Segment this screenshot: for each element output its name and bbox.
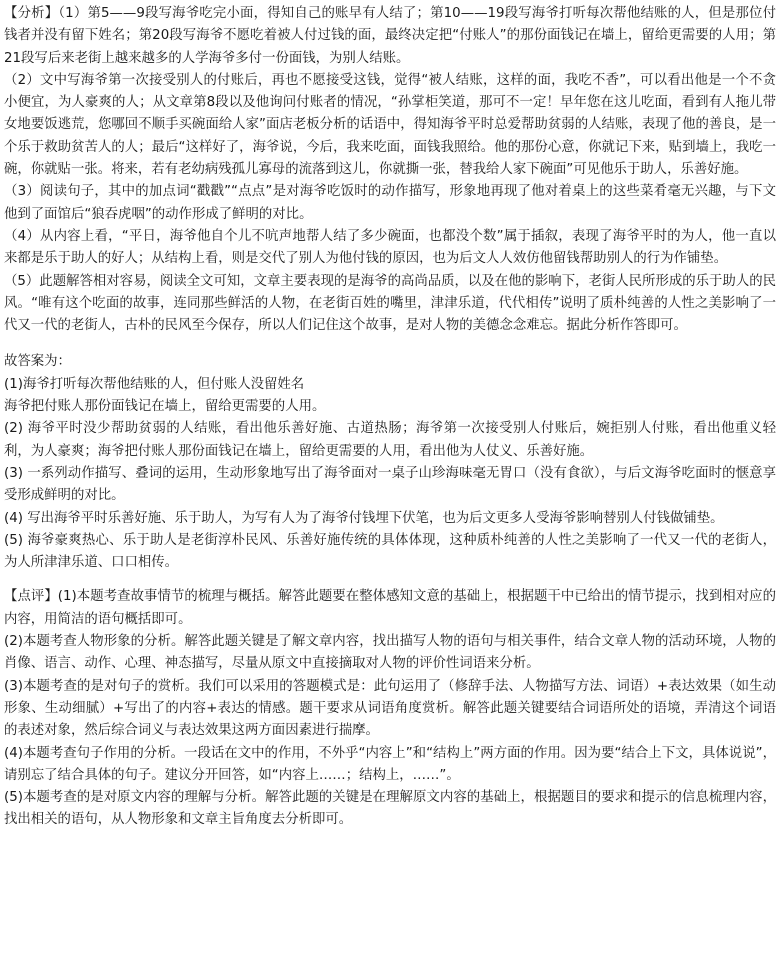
section-spacer <box>4 337 776 351</box>
answer-item-1: (1)海爷打听每次帮他结账的人，但付账人没留姓名 <box>4 376 305 392</box>
comment-item-4: (4)本题考查句子作用的分析。一段话在文中的作用，不外乎“内容上”和“结构上”两方面的作用。因为要“结合上下文，具体说说”，请别忘了结合具体的句子。建议分开回答，如“内容上……；结构上，……”。 <box>4 745 776 783</box>
answer-section <box>4 351 776 574</box>
answer-item-3: (3) 一系列动作描写、叠词的运用，生动形象地写出了海爷面对一桌子山珍海味毫无胃口（没有食欲），与后文海爷吃面时的惬意享受形成鲜明的对比。 <box>4 465 776 504</box>
comment-item-3: (3)本题考查的是对句子的赏析。我们可以采用的答题模式是：此句运用了（修辞手法、人物描写方法、词语）+表达效果（如生动形象、生动细腻）+写出了的内容+表达的情感。题干要求从词语角度赏析。解答此题关键要结合词语所处的语境，弄清这个词语的表述对象，然后综合词义与表达效果这两方面因素进行揣摩。 <box>4 678 776 739</box>
analysis-paragraph-1: 【分析】（1）第5——9段写海爷吃完小面，得知自己的账早有人结了；第10——19段写海爷打听每次帮他结账的人，但是那位付钱者并没有留下姓名；第20段写海爷不愿吃着被人付过钱的面，最终决定把“付账人”的那份面钱记在墙上，留给更需要的人用；第21段写后来老街上越来越多的人学海爷多付一份面钱，为别人结账。 <box>4 6 776 66</box>
answer-item-4: (4) 写出海爷平时乐善好施、乐于助人，为写有人为了海爷付钱埋下伏笔，也为后文更多人受海爷影响替别人付钱做铺垫。 <box>4 510 724 526</box>
answer-item-5: (5) 海爷豪爽热心、乐于助人是老街淳朴民风、乐善好施传统的具体体现，这种质朴纯善的人性之美影响了一代又一代的老街人，为人所津津乐道、口口相传。 <box>4 532 776 571</box>
analysis-section <box>4 3 776 337</box>
analysis-paragraph-5: （5）此题解答相对容易，阅读全文可知，文章主要表现的是海爷的高尚品质，以及在他的影响下，老街人民所形成的乐于助人的民风。“唯有这个吃面的故事，连同那些鲜活的人物，在老街百姓的嘴里，津津乐道，代代相传”说明了质朴纯善的人性之美影响了一代又一代的老街人，古朴的民风至今保存，所以人们记住这个故事，是对人物的美德念念难忘。据此分析作答即可。 <box>4 273 776 334</box>
analysis-paragraph-3: （3）阅读句子，其中的加点词“戳戳”“点点”是对海爷吃饭时的动作描写，形象地再现了他对着桌上的这些菜肴毫无兴趣，与下文他到了面馆后“狼吞虎咽”的动作形成了鲜明的对比。 <box>4 184 776 222</box>
comment-item-2: (2)本题考查人物形象的分析。解答此题关键是了解文章内容，找出描写人物的语句与相关事件，结合文章人物的活动环境，人物的肖像、语言、动作、心理、神态描写，尽量从原文中直接摘取对人物的评价性词语来分析。 <box>4 634 776 672</box>
comment-item-1: 【点评】(1)本题考查故事情节的梳理与概括。解答此题要在整体感知文意的基础上，根据题干中已给出的情节提示，找到相对应的内容，用简洁的语句概括即可。 <box>4 589 776 627</box>
comment-item-5: (5)本题考查的是对原文内容的理解与分析。解答此题的关键是在理解原文内容的基础上，根据题目的要求和提示的信息梳理内容，找出相关的语句，从人物形象和文章主旨角度去分析即可。 <box>4 790 776 828</box>
section-spacer <box>4 574 776 586</box>
analysis-paragraph-2: （2）文中写海爷第一次接受别人的付账后，再也不愿接受这钱，觉得“被人结账，这样的面，我吃不香”，可以看出他是一个不贪小便宜，为人豪爽的人；从文章第8段以及他询问付账者的情况，“孙掌柜笑道，那可不一定！早年您在这儿吃面，看到有人拖儿带女地要饭逃荒，您哪回不顺手买碗面给人家”面店老板分析的话语中，得知海爷平时总爱帮助贫弱的人结账，表现了他的善良，是一个乐于救助贫苦人的人；最后“这样好了，海爷说，今后，我来吃面，面钱我照给。他的那份心意，你就记下来，贴到墙上，我吃一碗，你就贴一张。将来，若有老幼病残孤儿寡母的流落到这儿，你就撕一张，替我给人家下碗面”可见他乐于助人，乐善好施。 <box>4 72 776 178</box>
answer-heading: 故答案为： <box>4 354 71 370</box>
comment-section <box>4 586 776 831</box>
answer-item-1-continued: 海爷把付账人那份面钱记在墙上，留给更需要的人用。 <box>4 399 326 415</box>
answer-item-2: (2) 海爷平时没少帮助贫弱的人结账，看出他乐善好施、古道热肠；海爷第一次接受别人付账后，婉拒别人付账，看出他重义轻利，为人豪爽；海爷把付账人那份面钱记在墙上，留给更需要的人用，看出他为人仗义、乐善好施。 <box>4 421 776 459</box>
analysis-paragraph-4: （4）从内容上看，“平日，海爷他自个儿不吭声地帮人结了多少碗面，也都没个数”属于插叙，表现了海爷平时的为人，他一直以来都是乐于助人的好人；从结构上看，则是交代了别人为他付钱的原因，也为后文人人效仿他留钱帮助别人的行为作铺垫。 <box>4 228 776 267</box>
